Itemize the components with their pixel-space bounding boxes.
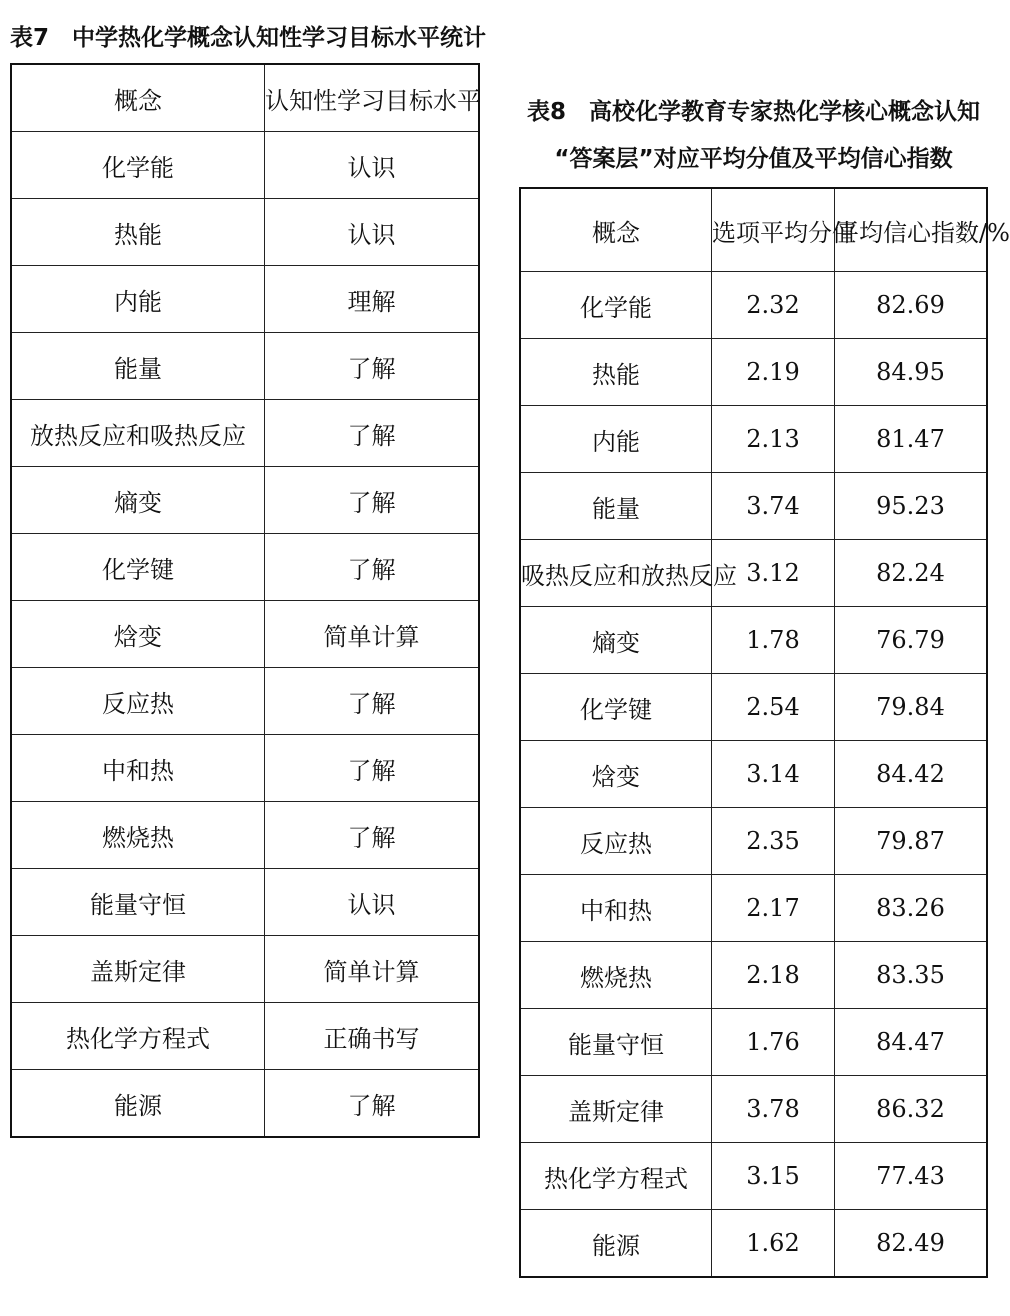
table7-header-level: 认知性学习目标水平 [265, 64, 480, 132]
table8-cell-confidence: 79.84 [835, 674, 988, 741]
table7-cell-concept: 热化学方程式 [11, 1003, 265, 1070]
table8-cell-score: 2.18 [712, 942, 835, 1009]
table-row [520, 808, 987, 875]
table8-cell-confidence: 84.42 [835, 741, 988, 808]
table8-cell-concept: 熵变 [520, 607, 712, 674]
table8-cell-confidence: 82.49 [835, 1210, 988, 1278]
table8-cell-confidence: 81.47 [835, 406, 988, 473]
table7-cell-level: 认识 [265, 869, 480, 936]
table8-cell-score: 2.32 [712, 272, 835, 339]
table7-caption: 表7 中学热化学概念认知性学习目标水平统计 [10, 25, 487, 51]
table7-cell-concept: 化学键 [11, 534, 265, 601]
table-row [11, 467, 479, 534]
table8-cell-confidence: 84.47 [835, 1009, 988, 1076]
table7-cell-level: 认识 [265, 132, 480, 199]
table-row [520, 339, 987, 406]
table8-cell-confidence: 79.87 [835, 808, 988, 875]
table-row [11, 266, 479, 333]
table8-header-score: 选项平均分值 [712, 188, 835, 272]
table7-cell-level: 理解 [265, 266, 480, 333]
table-row [11, 802, 479, 869]
table-row [520, 1076, 987, 1143]
table-row [11, 400, 479, 467]
table-row [11, 1003, 479, 1070]
table7-cell-concept: 能量守恒 [11, 869, 265, 936]
table-row [11, 735, 479, 802]
table7-cell-level: 认识 [265, 199, 480, 266]
table-row [520, 406, 987, 473]
table8-cell-confidence: 95.23 [835, 473, 988, 540]
table7-cell-level: 了解 [265, 735, 480, 802]
table8-cell-concept: 吸热反应和放热反应 [520, 540, 712, 607]
table8-cell-concept: 燃烧热 [520, 942, 712, 1009]
table-row [11, 1070, 479, 1138]
table7-cell-concept: 能量 [11, 333, 265, 400]
table8-cell-confidence: 77.43 [835, 1143, 988, 1210]
table-row [11, 936, 479, 1003]
table8-cell-concept: 内能 [520, 406, 712, 473]
table-row [520, 1210, 987, 1278]
table8-caption-line2: “答案层”对应平均分值及平均信心指数 [554, 146, 953, 172]
table7-cell-concept: 燃烧热 [11, 802, 265, 869]
table7-header-concept: 概念 [11, 64, 265, 132]
table8-cell-score: 2.35 [712, 808, 835, 875]
table-row [11, 199, 479, 266]
table8-cell-confidence: 82.69 [835, 272, 988, 339]
table8-cell-confidence: 76.79 [835, 607, 988, 674]
table-row [11, 534, 479, 601]
table8-cell-score: 3.78 [712, 1076, 835, 1143]
table7-header-row [11, 64, 479, 132]
table8-cell-score: 2.17 [712, 875, 835, 942]
table7-cell-concept: 热能 [11, 199, 265, 266]
table7-cell-concept: 化学能 [11, 132, 265, 199]
table8-cell-score: 2.13 [712, 406, 835, 473]
table7 [10, 63, 480, 1138]
table8-cell-score: 2.54 [712, 674, 835, 741]
table7-cell-level: 了解 [265, 668, 480, 735]
table7-cell-level: 了解 [265, 333, 480, 400]
table7-cell-concept: 焓变 [11, 601, 265, 668]
table-row [11, 333, 479, 400]
table-row [11, 869, 479, 936]
table8-cell-confidence: 82.24 [835, 540, 988, 607]
table8-cell-concept: 焓变 [520, 741, 712, 808]
table8-header-concept: 概念 [520, 188, 712, 272]
table8-cell-confidence: 86.32 [835, 1076, 988, 1143]
table-row [520, 1143, 987, 1210]
table7-cell-concept: 中和热 [11, 735, 265, 802]
table-row [520, 540, 987, 607]
table7-cell-concept: 能源 [11, 1070, 265, 1138]
table7-cell-level: 了解 [265, 1070, 480, 1138]
table7-cell-level: 了解 [265, 534, 480, 601]
table-row [520, 272, 987, 339]
table8-caption-line1: 表8 高校化学教育专家热化学核心概念认知 [526, 99, 980, 125]
table8-cell-concept: 能量 [520, 473, 712, 540]
table7-cell-level: 了解 [265, 400, 480, 467]
table8 [519, 187, 1010, 1278]
table8-cell-concept: 能源 [520, 1210, 712, 1278]
table8-cell-concept: 热能 [520, 339, 712, 406]
table8-cell-concept: 中和热 [520, 875, 712, 942]
table8-cell-score: 1.62 [712, 1210, 835, 1278]
table8-header-row [520, 188, 987, 272]
table7-cell-concept: 内能 [11, 266, 265, 333]
table7-cell-level: 正确书写 [265, 1003, 480, 1070]
table-row [520, 607, 987, 674]
table8-cell-score: 1.78 [712, 607, 835, 674]
table7-cell-level: 简单计算 [265, 936, 480, 1003]
table8-cell-concept: 盖斯定律 [520, 1076, 712, 1143]
table-row [520, 875, 987, 942]
table8-cell-score: 3.14 [712, 741, 835, 808]
table8-cell-concept: 反应热 [520, 808, 712, 875]
table-row [11, 668, 479, 735]
table8-cell-score: 3.74 [712, 473, 835, 540]
table-row [11, 132, 479, 199]
table-row [11, 601, 479, 668]
table-row [520, 1009, 987, 1076]
table7-cell-level: 了解 [265, 802, 480, 869]
table-row [520, 473, 987, 540]
table8-cell-confidence: 84.95 [835, 339, 988, 406]
table8-cell-concept: 化学能 [520, 272, 712, 339]
table8-cell-confidence: 83.35 [835, 942, 988, 1009]
table8-cell-concept: 热化学方程式 [520, 1143, 712, 1210]
table8-header-confidence: 平均信心指数/% [835, 188, 988, 272]
table7-cell-level: 了解 [265, 467, 480, 534]
table-row [520, 942, 987, 1009]
table8-cell-score: 3.12 [712, 540, 835, 607]
table7-cell-concept: 熵变 [11, 467, 265, 534]
table7-cell-concept: 反应热 [11, 668, 265, 735]
table8-cell-concept: 化学键 [520, 674, 712, 741]
table8-cell-confidence: 83.26 [835, 875, 988, 942]
table7-cell-concept: 放热反应和吸热反应 [11, 400, 265, 467]
table8-cell-concept: 能量守恒 [520, 1009, 712, 1076]
table-row [520, 674, 987, 741]
table7-cell-concept: 盖斯定律 [11, 936, 265, 1003]
table8-cell-score: 3.15 [712, 1143, 835, 1210]
table8-cell-score: 2.19 [712, 339, 835, 406]
table8-cell-score: 1.76 [712, 1009, 835, 1076]
table-row [520, 741, 987, 808]
table7-cell-level: 简单计算 [265, 601, 480, 668]
